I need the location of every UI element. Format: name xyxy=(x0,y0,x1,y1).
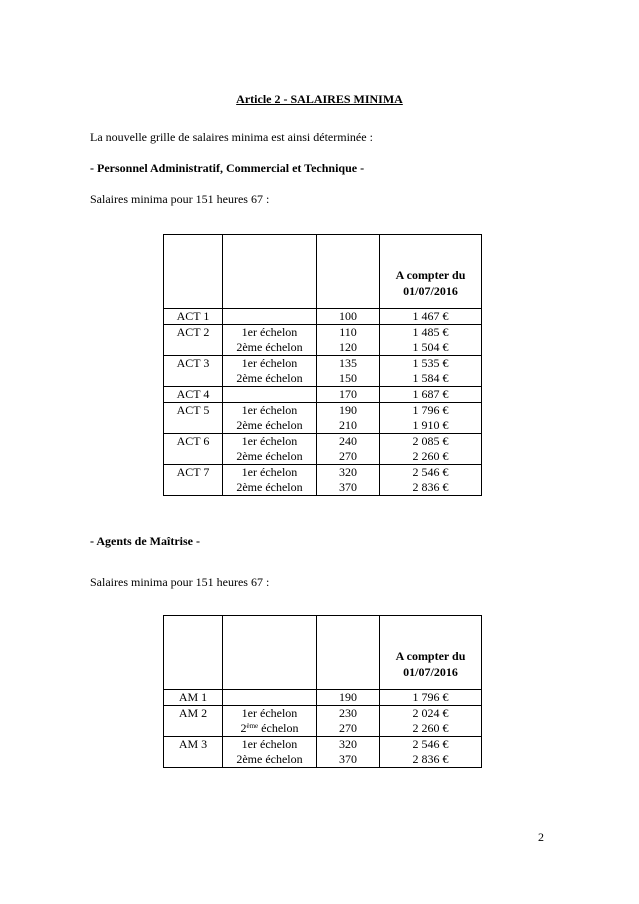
table-header-row xyxy=(164,616,482,690)
intro-text: La nouvelle grille de salaires minima est ainsi déterminée : xyxy=(90,130,373,144)
table-row: 2ème échelon 210 1 910 € xyxy=(164,418,482,434)
salary-table-am xyxy=(163,615,482,768)
table-row: 2ème échelon 120 1 504 € xyxy=(164,340,482,356)
table-row: ACT 5 1er échelon 190 1 796 € xyxy=(164,403,482,419)
table-row: 2ème échelon 270 2 260 € xyxy=(164,721,482,737)
table-row: ACT 4 170 1 687 € xyxy=(164,387,482,403)
date-header-line1: A compter du xyxy=(395,268,466,282)
section1-heading: - Personnel Administratif, Commercial et Technique - xyxy=(90,161,365,175)
date-header xyxy=(380,616,482,690)
section2-subtitle: Salaires minima pour 151 heures 67 : xyxy=(90,575,270,589)
date-header-line2: 01/07/2016 xyxy=(403,284,458,298)
table-row: AM 2 1er échelon 230 2 024 € xyxy=(164,706,482,722)
table-row: 2ème échelon 370 2 836 € xyxy=(164,480,482,496)
article-title: Article 2 - SALAIRES MINIMA xyxy=(236,92,403,106)
table-row: ACT 7 1er échelon 320 2 546 € xyxy=(164,465,482,481)
section2-heading: - Agents de Maîtrise - xyxy=(90,534,200,548)
table-row: AM 1 190 1 796 € xyxy=(164,690,482,706)
date-header xyxy=(380,235,482,309)
table-row: 2ème échelon 370 2 836 € xyxy=(164,752,482,768)
date-header-line1: A compter du xyxy=(395,649,466,663)
table-row: ACT 6 1er échelon 240 2 085 € xyxy=(164,434,482,450)
table-row: AM 3 1er échelon 320 2 546 € xyxy=(164,737,482,753)
table-header-row xyxy=(164,235,482,309)
table-row: ACT 2 1er échelon 110 1 485 € xyxy=(164,325,482,341)
table-row: ACT 3 1er échelon 135 1 535 € xyxy=(164,356,482,372)
page-number: 2 xyxy=(538,830,544,844)
table-row: 2ème échelon 270 2 260 € xyxy=(164,449,482,465)
table-row: 2ème échelon 150 1 584 € xyxy=(164,371,482,387)
table-row: ACT 1 100 1 467 € xyxy=(164,309,482,325)
salary-table-act xyxy=(163,234,482,496)
section1-subtitle: Salaires minima pour 151 heures 67 : xyxy=(90,192,270,206)
date-header-line2: 01/07/2016 xyxy=(403,665,458,679)
